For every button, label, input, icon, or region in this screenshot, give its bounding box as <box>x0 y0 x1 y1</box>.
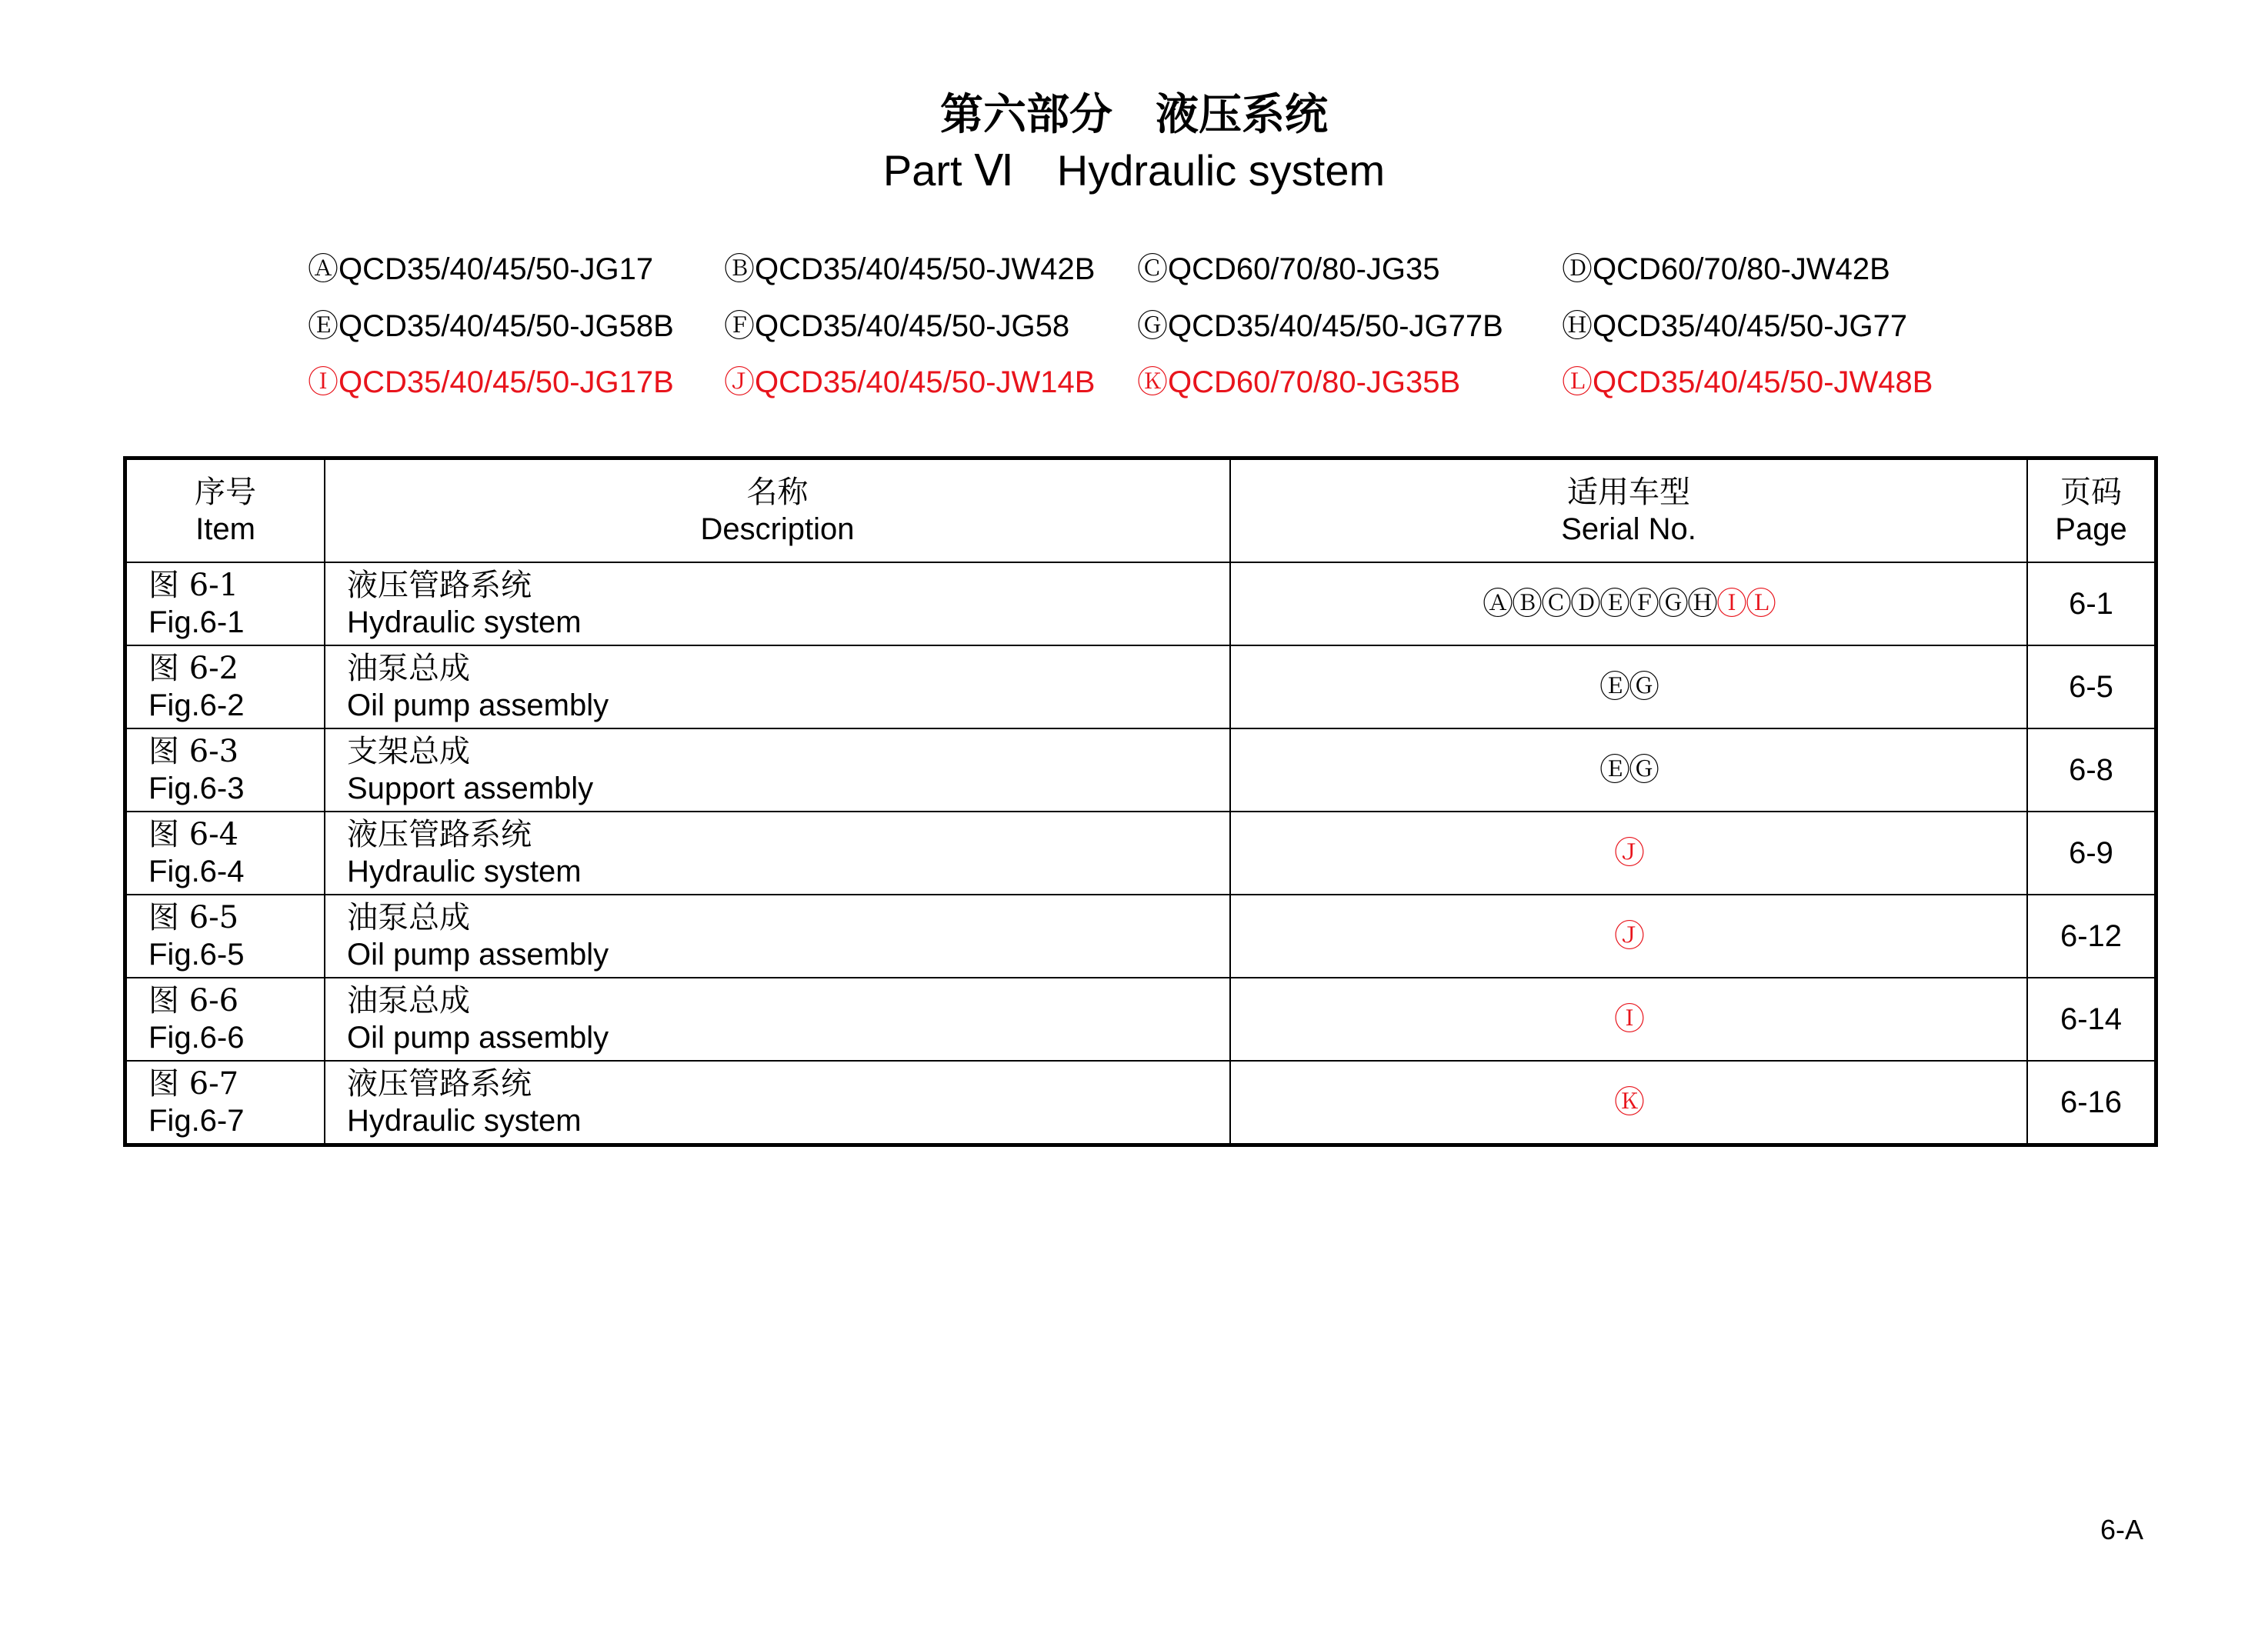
serial-cell <box>1230 895 2027 978</box>
page-number: 6-A <box>2100 1514 2144 1545</box>
item-cn: 图 6-5 <box>148 900 239 935</box>
description-cn: 液压管路系统 <box>347 817 532 852</box>
description-en: Hydraulic system <box>347 605 582 639</box>
header-page-cn: 页码 <box>2060 475 2122 510</box>
serial-cell <box>1230 562 2027 645</box>
item-en: Fig.6-2 <box>148 688 245 722</box>
serial-red: Ⓙ <box>1614 919 1643 953</box>
header-serial-en: Serial No. <box>1561 512 1696 546</box>
header-item <box>125 458 325 563</box>
page-cell: 6-12 <box>2027 895 2156 978</box>
item-cell <box>125 895 325 978</box>
table-row <box>125 728 2156 812</box>
description-cell <box>325 562 1230 645</box>
description-cell <box>325 895 1230 978</box>
model-d: ⒹQCD60/70/80-JW42B <box>1562 252 1890 286</box>
item-en: Fig.6-3 <box>148 772 245 805</box>
page-cell: 6-14 <box>2027 978 2156 1061</box>
page-cell: 6-5 <box>2027 645 2156 728</box>
serial-black: ⒺⒼ <box>1599 753 1658 787</box>
model-h: ⒽQCD35/40/45/50-JG77 <box>1562 309 1908 343</box>
table-header-row <box>125 458 2156 563</box>
serial-red: ⒾⓁ <box>1716 587 1775 621</box>
header-serial-cn: 适用车型 <box>1567 475 1690 510</box>
description-cn: 液压管路系统 <box>347 1066 532 1102</box>
serial-cell <box>1230 645 2027 728</box>
serial-red: Ⓚ <box>1614 1085 1643 1119</box>
item-cn: 图 6-4 <box>148 817 239 852</box>
description-cell <box>325 1061 1230 1145</box>
header-description-en: Description <box>700 512 855 546</box>
description-cell <box>325 645 1230 728</box>
table-row <box>125 978 2156 1061</box>
description-cn: 支架总成 <box>347 734 470 769</box>
page-cell: 6-16 <box>2027 1061 2156 1145</box>
model-a: ⒶQCD35/40/45/50-JG17 <box>308 252 654 286</box>
section-title-en: Part Ⅵ Hydraulic system <box>882 146 1386 195</box>
item-cn: 图 6-7 <box>148 1066 239 1102</box>
table-row <box>125 1061 2156 1145</box>
item-cell <box>125 1061 325 1145</box>
item-cn: 图 6-6 <box>148 983 239 1018</box>
table-row <box>125 895 2156 978</box>
model-i: ⒾQCD35/40/45/50-JG17B <box>308 365 674 399</box>
description-cn: 油泵总成 <box>347 983 470 1018</box>
description-cn: 油泵总成 <box>347 900 470 935</box>
model-g: ⒼQCD35/40/45/50-JG77B <box>1137 309 1503 343</box>
page-cell: 6-9 <box>2027 812 2156 895</box>
model-b: ⒷQCD35/40/45/50-JW42B <box>724 252 1096 286</box>
item-cn: 图 6-2 <box>148 651 239 686</box>
model-l: ⓁQCD35/40/45/50-JW48B <box>1562 365 1933 399</box>
model-j: ⒿQCD35/40/45/50-JW14B <box>724 365 1096 399</box>
serial-red: Ⓙ <box>1614 836 1643 870</box>
header-page-en: Page <box>2055 512 2127 546</box>
description-en: Hydraulic system <box>347 1104 582 1138</box>
model-f: ⒻQCD35/40/45/50-JG58 <box>724 309 1070 343</box>
item-cn: 图 6-1 <box>148 568 239 603</box>
header-description <box>325 458 1230 563</box>
model-k: ⓀQCD60/70/80-JG35B <box>1137 365 1461 399</box>
description-en: Hydraulic system <box>347 855 582 888</box>
table-row <box>125 562 2156 645</box>
description-cn: 油泵总成 <box>347 651 470 686</box>
model-e: ⒺQCD35/40/45/50-JG58B <box>308 309 674 343</box>
page-cell: 6-1 <box>2027 562 2156 645</box>
description-en: Support assembly <box>347 772 594 805</box>
description-en: Oil pump assembly <box>347 688 609 722</box>
item-en: Fig.6-7 <box>148 1104 245 1138</box>
description-cn: 液压管路系统 <box>347 568 532 603</box>
item-cn: 图 6-3 <box>148 734 239 769</box>
table-row <box>125 812 2156 895</box>
item-en: Fig.6-5 <box>148 938 245 972</box>
description-en: Oil pump assembly <box>347 938 609 972</box>
page-cell: 6-8 <box>2027 728 2156 812</box>
item-cell <box>125 645 325 728</box>
header-page <box>2027 458 2156 563</box>
serial-cell <box>1230 728 2027 812</box>
serial-cell <box>1230 812 2027 895</box>
table-row <box>125 645 2156 728</box>
item-en: Fig.6-4 <box>148 855 245 888</box>
item-cell <box>125 562 325 645</box>
serial-black: ⒺⒼ <box>1599 670 1658 704</box>
item-en: Fig.6-1 <box>148 605 245 639</box>
section-title-cn: 第六部分 液压系统 <box>940 89 1328 140</box>
item-cell <box>125 728 325 812</box>
header-item-cn: 序号 <box>195 475 256 510</box>
description-cell <box>325 812 1230 895</box>
description-cell <box>325 978 1230 1061</box>
figure-index-table <box>123 456 2158 1147</box>
serial-cell <box>1230 1061 2027 1145</box>
description-cell <box>325 728 1230 812</box>
model-c: ⒸQCD60/70/80-JG35 <box>1137 252 1440 286</box>
header-serial <box>1230 458 2027 563</box>
item-cell <box>125 812 325 895</box>
header-item-en: Item <box>195 512 255 546</box>
serial-red: Ⓘ <box>1614 1002 1643 1036</box>
header-description-cn: 名称 <box>746 475 809 510</box>
item-en: Fig.6-6 <box>148 1021 245 1055</box>
serial-black: ⒶⒷⒸⒹⒺⒻⒼⒽ <box>1483 587 1716 621</box>
description-en: Oil pump assembly <box>347 1021 609 1055</box>
item-cell <box>125 978 325 1061</box>
serial-cell <box>1230 978 2027 1061</box>
